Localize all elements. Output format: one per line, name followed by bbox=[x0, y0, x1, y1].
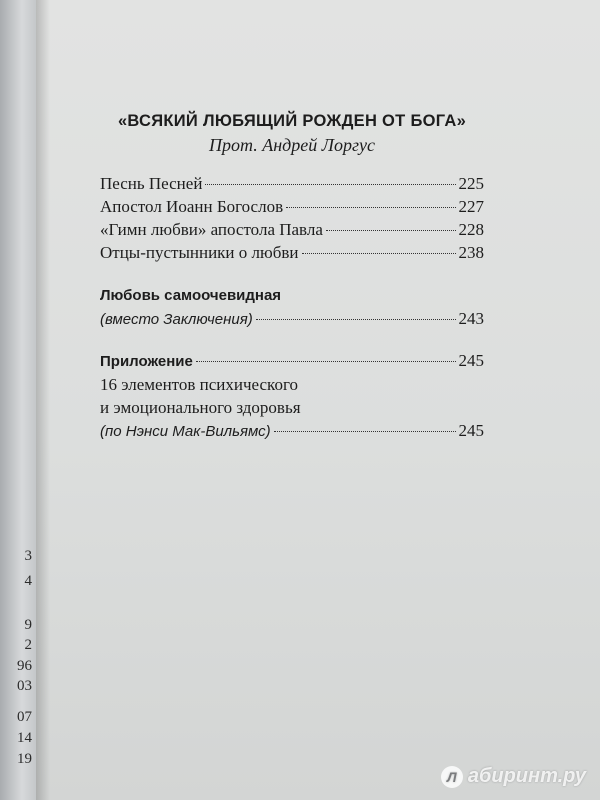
appendix-sub-page: 245 bbox=[458, 421, 484, 440]
toc-entry bbox=[100, 218, 484, 241]
toc-entry-page: 228 bbox=[458, 220, 484, 239]
labirint-logo-icon: Л bbox=[441, 766, 463, 788]
toc-heading-love bbox=[100, 284, 484, 307]
toc-entry-title: «Гимн любви» апостола Павла bbox=[100, 220, 323, 239]
appendix-page: 245 bbox=[458, 351, 484, 370]
toc-entry-appendix bbox=[100, 349, 484, 373]
appendix-line-2: и эмоционального здоровья bbox=[100, 398, 301, 417]
left-page-number: 4 bbox=[24, 573, 32, 589]
page-gutter-shadow bbox=[36, 0, 50, 800]
left-page-number: 14 bbox=[17, 730, 32, 746]
dot-leader bbox=[302, 253, 456, 254]
toc-entry-title: Отцы-пустынники о любви bbox=[100, 243, 299, 262]
labirint-watermark bbox=[441, 765, 586, 788]
dot-leader bbox=[326, 230, 456, 231]
toc-entry bbox=[100, 172, 484, 195]
left-page-number: 96 bbox=[17, 658, 32, 674]
left-page-number: 3 bbox=[24, 548, 32, 564]
left-page-number: 9 bbox=[24, 617, 32, 633]
toc-entry bbox=[100, 195, 484, 218]
dot-leader bbox=[274, 431, 456, 432]
toc-entry-page: 227 bbox=[458, 197, 484, 216]
left-page-number: 03 bbox=[17, 678, 32, 694]
section-title: «ВСЯКИЙ ЛЮБЯЩИЙ РОЖДЕН ОТ БОГА» bbox=[117, 112, 467, 130]
love-subtitle: (вместо Заключения) bbox=[100, 311, 253, 328]
table-of-contents bbox=[100, 112, 484, 443]
watermark-text: абиринт.ру bbox=[467, 765, 586, 787]
left-page-number: 2 bbox=[24, 637, 32, 653]
love-heading: Любовь самоочевидная bbox=[100, 287, 282, 304]
toc-entry-appendix-sub bbox=[100, 419, 484, 443]
toc-entry-title: Песнь Песней bbox=[100, 174, 203, 193]
section-author: Прот. Андрей Лоргус bbox=[209, 135, 375, 155]
toc-entry bbox=[100, 241, 484, 264]
left-page-numbers bbox=[0, 0, 36, 800]
toc-entry-page: 225 bbox=[458, 174, 484, 193]
appendix-line-1: 16 элементов психического bbox=[100, 375, 298, 394]
toc-entry-love bbox=[100, 307, 484, 331]
appendix-subtitle: (по Нэнси Мак-Вильямс) bbox=[100, 423, 271, 440]
dot-leader bbox=[256, 319, 456, 320]
dot-leader bbox=[205, 184, 455, 185]
toc-entry-page: 238 bbox=[458, 243, 484, 262]
dot-leader bbox=[196, 361, 456, 362]
dot-leader bbox=[286, 207, 455, 208]
left-page-number: 07 bbox=[17, 709, 32, 725]
left-page-number: 19 bbox=[17, 751, 32, 767]
appendix-heading: Приложение bbox=[100, 353, 193, 370]
love-page: 243 bbox=[458, 309, 484, 328]
toc-entry-title: Апостол Иоанн Богослов bbox=[100, 197, 284, 216]
